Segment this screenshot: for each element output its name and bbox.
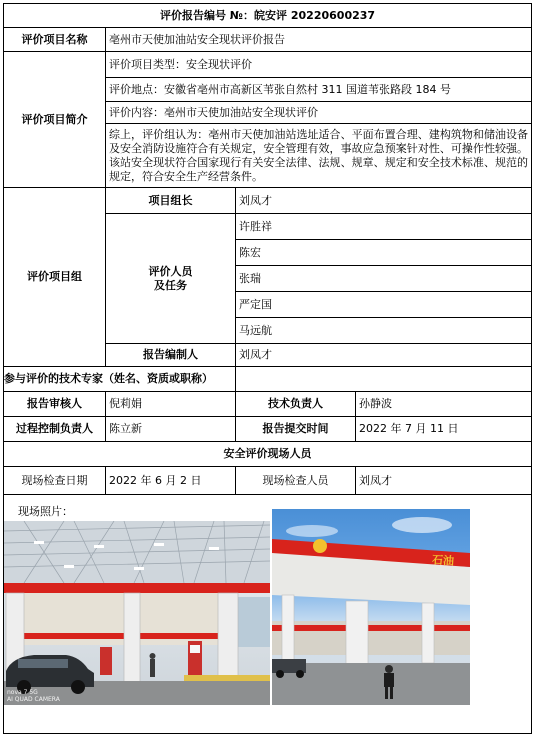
inspection-date-label: 现场检查日期 xyxy=(4,467,106,495)
inspector-label: 现场检查人员 xyxy=(236,467,356,495)
onsite-section-label: 安全评价现场人员 xyxy=(4,442,532,467)
camera-watermark-line-2: AI QUAD CAMERA xyxy=(7,696,60,703)
project-name-label: 评价项目名称 xyxy=(4,28,106,52)
compiler-name: 刘凤才 xyxy=(236,344,532,367)
member-name: 张瑞 xyxy=(236,266,532,292)
leader-label: 项目组长 xyxy=(106,188,236,214)
project-content-line: 评价内容：亳州市天使加油站安全现状评价 xyxy=(106,102,532,124)
submit-time-value: 2022 年 7 月 11 日 xyxy=(356,417,532,442)
process-control-name: 陈立新 xyxy=(106,417,236,442)
camera-watermark-line-1: nova 7 5G xyxy=(7,689,38,696)
compiler-label: 报告编制人 xyxy=(106,344,236,367)
inspector-name: 刘凤才 xyxy=(356,467,532,495)
report-number-title: 评价报告编号 №：皖安评 20220600237 xyxy=(4,4,532,28)
submit-time-label: 报告提交时间 xyxy=(236,417,356,442)
members-label-line-1: 评价人员 xyxy=(148,264,193,278)
camera-watermark xyxy=(7,689,60,703)
member-name: 严定国 xyxy=(236,292,532,318)
process-control-label: 过程控制负责人 xyxy=(4,417,106,442)
project-location-line: 评价地点：安徽省亳州市高新区苇张自然村 311 国道苇张路段 184 号 xyxy=(106,78,532,102)
project-type-line: 评价项目类型：安全现状评价 xyxy=(106,52,532,78)
tech-lead-label: 技术负责人 xyxy=(236,392,356,417)
team-label: 评价项目组 xyxy=(4,188,106,367)
member-name: 陈宏 xyxy=(236,240,532,266)
reviewer-label: 报告审核人 xyxy=(4,392,106,417)
station-sign-text: 石油 xyxy=(431,553,455,568)
project-intro-label: 评价项目简介 xyxy=(4,52,106,188)
photos-cell xyxy=(4,495,532,734)
report-table xyxy=(3,3,532,734)
site-photo-sign xyxy=(272,509,470,705)
canopy-photo-graphic xyxy=(4,521,270,705)
experts-value xyxy=(236,367,532,392)
tech-lead-name: 孙静波 xyxy=(356,392,532,417)
sign-photo-graphic xyxy=(272,509,470,705)
evaluation-report-form xyxy=(3,3,531,754)
project-summary: 综上，评价组认为：亳州市天使加油站选址适合、平面布置合理、建构筑物和储油设备及安全消防设施符合有关规定，安全管理有效，事故应急预案针对性、可操作性较强。该站安全现状符合国家现行有关安全法律、法规、规章、规定和安全技术标准、规范的规定，符合安全生产经营条件。 xyxy=(106,124,532,188)
reviewer-name: 倪莉娟 xyxy=(106,392,236,417)
photos-label: 现场照片： xyxy=(18,505,73,518)
project-name-value: 亳州市天使加油站安全现状评价报告 xyxy=(106,28,532,52)
site-photo-canopy xyxy=(4,521,270,705)
inspection-date-value: 2022 年 6 月 2 日 xyxy=(106,467,236,495)
members-label-line-2: 及任务 xyxy=(154,278,187,292)
member-name: 马远航 xyxy=(236,318,532,344)
member-name: 许胜祥 xyxy=(236,214,532,240)
leader-name: 刘凤才 xyxy=(236,188,532,214)
experts-label: 参与评价的技术专家（姓名、资质或职称） xyxy=(4,367,236,392)
members-label xyxy=(106,214,236,344)
